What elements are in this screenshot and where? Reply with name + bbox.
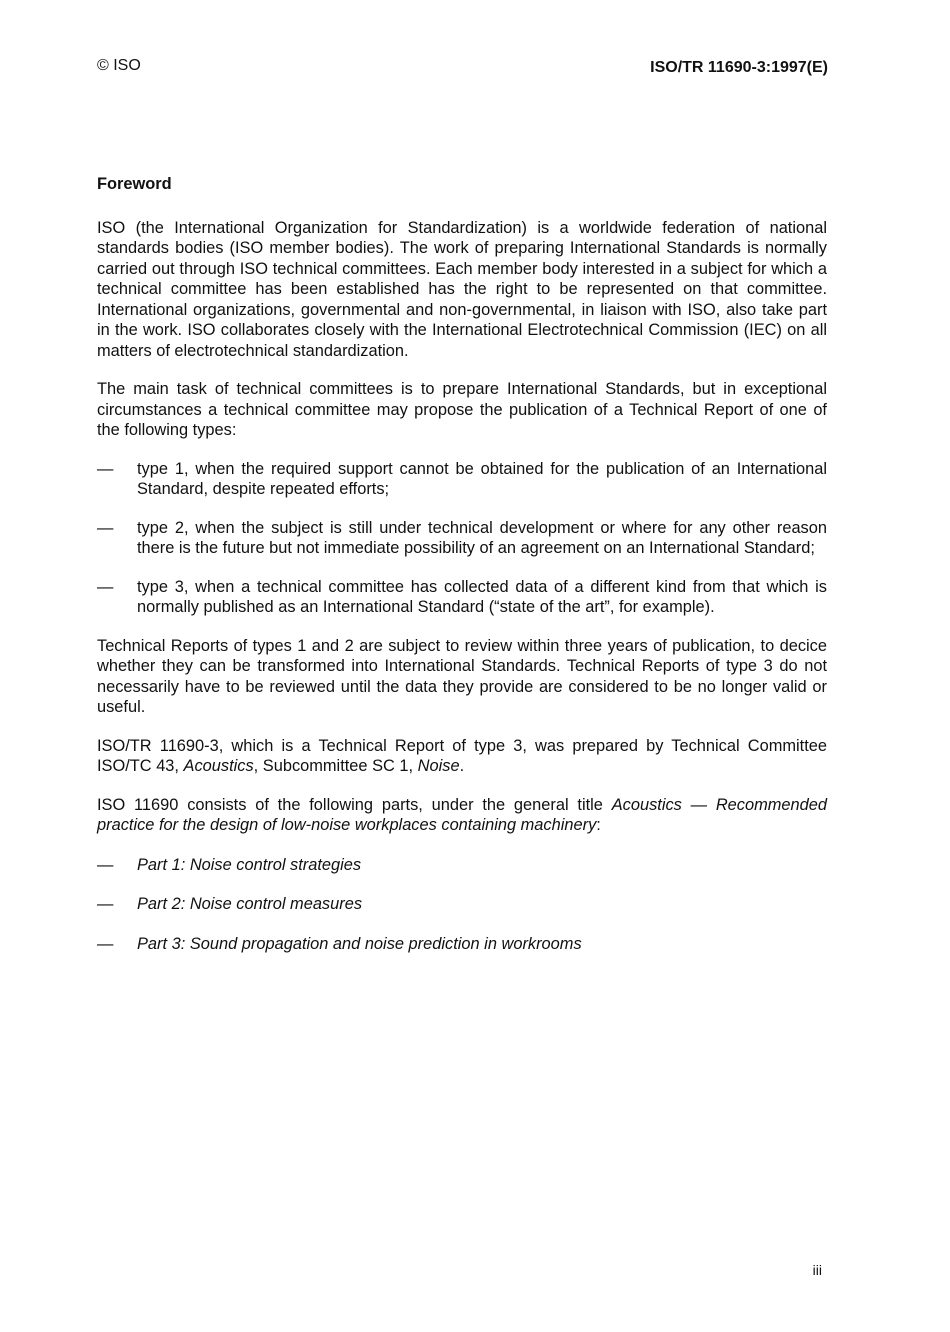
list-item-text: type 1, when the required support cannot be obtained for the publication of an International Standard, despite repeated efforts;: [137, 459, 827, 498]
list-dash: —: [97, 518, 114, 537]
list-dash: —: [97, 577, 114, 596]
list-item-text: type 3, when a technical committee has collected data of a different kind from that which is normally published as an International Standard (“state of the art”, for example).: [137, 577, 827, 616]
part-title: Part 3: Sound propagation and noise prediction in workrooms: [137, 934, 582, 953]
subcommittee-title: Noise: [417, 757, 460, 775]
prepared-by-text: , Subcommittee SC 1,: [253, 757, 418, 775]
list-item-text: type 2, when the subject is still under technical development or where for any other reason there is the future but not immediate possibility of an agreement on an International Standard;: [137, 518, 827, 557]
committee-title: Acoustics: [183, 757, 254, 775]
list-item-type-3: [97, 577, 827, 618]
copyright-header: © ISO: [97, 57, 141, 74]
list-dash: —: [97, 934, 114, 953]
prepared-by-text: .: [459, 757, 465, 775]
parts-intro-text: :: [596, 816, 601, 834]
list-item-part-3: [97, 934, 827, 955]
part-title: Part 2: Noise control measures: [137, 895, 363, 913]
document-number-header: ISO/TR 11690-3:1997(E): [650, 59, 828, 76]
foreword-heading: Foreword: [97, 175, 172, 193]
paragraph-prepared-by: [97, 736, 827, 777]
general-title: Acoustics — Recommended practice for the design of low-noise workplaces containing machinery: [97, 795, 827, 834]
prepared-by-text: ISO/TR 11690-3, which is a Technical Report of type 3, was prepared by Technical Committee ISO/TC 43,: [97, 736, 827, 775]
parts-intro-text: ISO 11690 consists of the following parts, under the general title: [97, 795, 612, 814]
paragraph-technical-reports-intro: The main task of technical committees is to prepare International Standards, but in exceptional circumstances a technical committee may propose the publication of a Technical Report of one of the following types:: [97, 380, 827, 439]
paragraph-parts-intro: [97, 795, 827, 836]
list-item-part-2: [97, 894, 827, 915]
list-dash: —: [97, 459, 114, 478]
page-number: iii: [812, 1262, 822, 1278]
list-dash: —: [97, 895, 114, 913]
foreword-section: [97, 174, 827, 973]
part-title: Part 1: Noise control strategies: [137, 855, 362, 874]
list-item-type-2: [97, 518, 827, 559]
list-item-part-1: [97, 855, 827, 876]
paragraph-review: Technical Reports of types 1 and 2 are subject to review within three years of publication, to decice whether they can be transformed into International Standards. Technical Reports of type 3 do not necessarily have to be reviewed until the data they provide are considered to be no longer valid or useful.: [97, 636, 827, 716]
paragraph-iso-description: ISO (the International Organization for Standardization) is a worldwide federation of national standards bodies (ISO member bodies). The work of preparing International Standards is normally carried out through ISO technical committees. Each member body interested in a subject for which a technical committee has been established has the right to be represented on that committee. International organizations, governmental and non-governmental, in liaison with ISO, also take part in the work. ISO collaborates closely with the International Electrotechnical Commission (IEC) on all matters of electrotechnical standardization.: [97, 218, 827, 360]
list-item-type-1: [97, 459, 827, 500]
list-dash: —: [97, 855, 114, 874]
